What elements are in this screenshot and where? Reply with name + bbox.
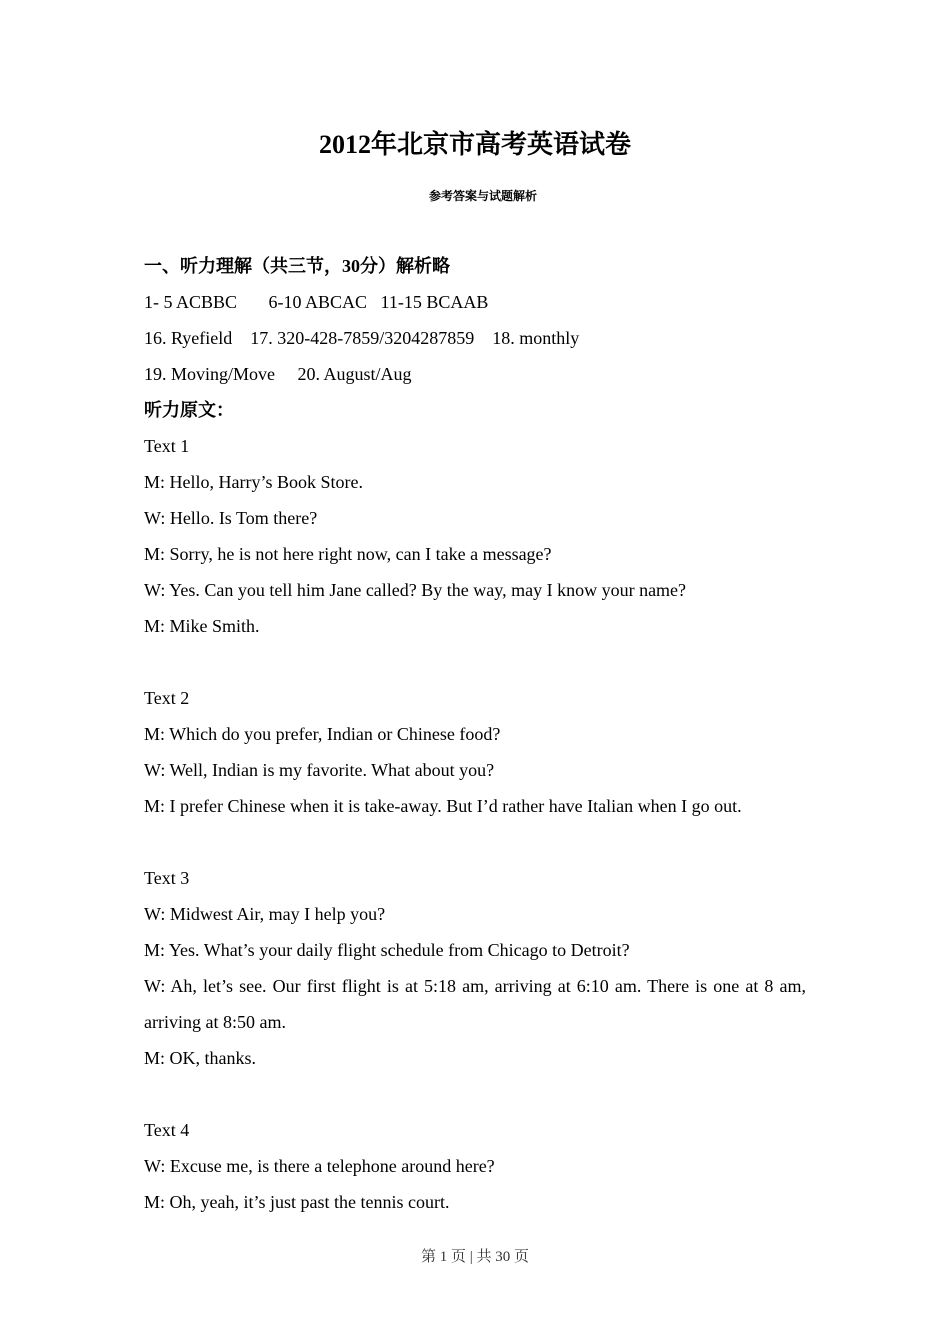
text-label: Text 3 <box>144 868 190 888</box>
document-title: 2012年北京市高考英语试卷 <box>318 130 631 159</box>
spacer <box>144 824 806 860</box>
transcript-text-3 <box>144 860 806 1076</box>
spacer <box>144 1076 806 1112</box>
page-footer: 第 1 页 | 共 30 页 <box>420 1249 529 1265</box>
document-body <box>144 248 806 1220</box>
dialogue-line: M: Oh, yeah, it’s just past the tennis court. <box>144 1192 450 1212</box>
dialogue-line: M: I prefer Chinese when it is take-away. But I’d rather have Italian when I go out. <box>144 796 742 816</box>
text-label: Text 1 <box>144 436 190 456</box>
text-label: Text 2 <box>144 688 190 708</box>
dialogue-line: M: OK, thanks. <box>144 1048 256 1068</box>
dialogue-line: W: Yes. Can you tell him Jane called? By the way, may I know your name? <box>144 580 687 600</box>
dialogue-line: M: Yes. What’s your daily flight schedule from Chicago to Detroit? <box>144 940 630 960</box>
transcript-text-2 <box>144 680 806 824</box>
dialogue-line: M: Which do you prefer, Indian or Chinese food? <box>144 724 501 744</box>
document-subtitle: 参考答案与试题解析 <box>428 189 537 203</box>
transcript-text-4 <box>144 1112 806 1220</box>
spacer <box>144 644 806 680</box>
dialogue-line: M: Sorry, he is not here right now, can I take a message? <box>144 544 552 564</box>
dialogue-line: W: Excuse me, is there a telephone around here? <box>144 1156 495 1176</box>
dialogue-line: M: Mike Smith. <box>144 616 260 636</box>
transcript-text-1 <box>144 428 806 644</box>
dialogue-line: W: Midwest Air, may I help you? <box>144 904 386 924</box>
answer-line: 19. Moving/Move 20. August/Aug <box>144 364 412 384</box>
text-label: Text 4 <box>144 1120 190 1140</box>
dialogue-line: M: Hello, Harry’s Book Store. <box>144 472 363 492</box>
dialogue-line: W: Ah, let’s see. Our first flight is at 5:18 am, arriving at 6:10 am. There is one at 8 am, arriving at 8:50 am. <box>144 976 806 1032</box>
answer-line: 1- 5 ACBBC 6-10 ABCAC 11-15 BCAAB <box>144 292 489 312</box>
dialogue-line: W: Hello. Is Tom there? <box>144 508 318 528</box>
answer-line: 16. Ryefield 17. 320-428-7859/3204287859 18. monthly <box>144 328 580 348</box>
dialogue-line: W: Well, Indian is my favorite. What about you? <box>144 760 495 780</box>
section-heading: 一、听力理解（共三节，30分）解析略 <box>144 256 450 276</box>
transcript-heading: 听力原文： <box>144 400 234 420</box>
